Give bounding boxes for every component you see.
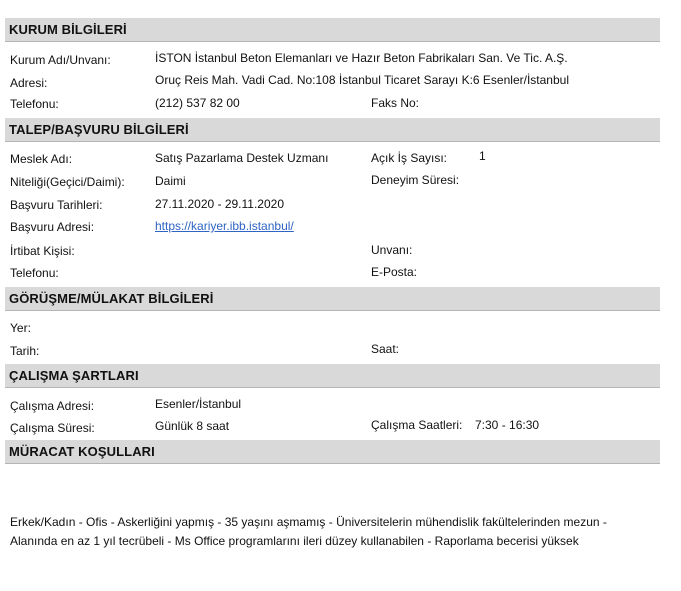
section-header-talep xyxy=(5,118,660,142)
value-telefon: (212) 537 82 00 xyxy=(155,96,240,110)
section-title: GÖRÜŞME/MÜLAKAT BİLGİLERİ xyxy=(9,291,214,306)
label-nitelik: Niteliği(Geçici/Daimi): xyxy=(10,175,125,189)
value-acik-is: 1 xyxy=(479,149,486,163)
conditions-line-2: Alanında en az 1 yıl tecrübeli - Ms Office programlarını ileri düzey kullanabilen - Raporlama becerisi yüksek xyxy=(10,534,579,548)
label-telefon: Telefonu: xyxy=(10,97,59,111)
label-deneyim: Deneyim Süresi: xyxy=(371,173,460,187)
value-calisma-saatleri: 7:30 - 16:30 xyxy=(475,418,540,432)
label-irtibat: İrtibat Kişisi: xyxy=(10,244,75,258)
section-header-kurum xyxy=(5,18,660,42)
label-calisma-adresi: Çalışma Adresi: xyxy=(10,399,95,413)
value-nitelik: Daimi xyxy=(155,174,186,188)
value-meslek: Satış Pazarlama Destek Uzmanı xyxy=(155,151,329,165)
section-title: TALEP/BAŞVURU BİLGİLERİ xyxy=(9,122,189,137)
section-header-calisma xyxy=(5,364,660,388)
label-gorusme-tarih: Tarih: xyxy=(10,344,40,358)
label-unvan: Unvanı: xyxy=(371,243,413,257)
value-basvuru-tarih: 27.11.2020 - 29.11.2020 xyxy=(155,197,284,211)
application-conditions-text xyxy=(10,513,670,551)
label-basvuru-tarih: Başvuru Tarihleri: xyxy=(10,198,103,212)
label-eposta: E-Posta: xyxy=(371,265,418,279)
label-adres: Adresi: xyxy=(10,76,48,90)
section-title: KURUM BİLGİLERİ xyxy=(9,22,127,37)
label-calisma-saatleri: Çalışma Saatleri: xyxy=(371,418,463,432)
section-title: ÇALIŞMA ŞARTLARI xyxy=(9,368,139,383)
conditions-line-1: Erkek/Kadın - Ofis - Askerliğini yapmış - 35 yaşını aşmamış - Üniversitelerin mühendislik fakültelerinden mezun - xyxy=(10,515,607,529)
label-yer: Yer: xyxy=(10,321,31,335)
label-talep-telefon: Telefonu: xyxy=(10,266,59,280)
label-acik-is: Açık İş Sayısı: xyxy=(371,151,448,165)
value-calisma-adresi: Esenler/İstanbul xyxy=(155,397,242,411)
application-url-link[interactable]: https://kariyer.ibb.istanbul/ xyxy=(155,219,294,233)
label-basvuru-adres: Başvuru Adresi: xyxy=(10,220,95,234)
section-header-muracat xyxy=(5,440,660,464)
value-adres: Oruç Reis Mah. Vadi Cad. No:108 İstanbul Ticaret Sarayı K:6 Esenler/İstanbul xyxy=(155,73,569,87)
section-title: MÜRACAT KOŞULLARI xyxy=(9,444,155,459)
value-calisma-suresi: Günlük 8 saat xyxy=(155,419,230,433)
label-calisma-suresi: Çalışma Süresi: xyxy=(10,421,95,435)
label-meslek: Meslek Adı: xyxy=(10,152,73,166)
label-kurum-adi: Kurum Adı/Unvanı: xyxy=(10,53,111,67)
value-kurum-adi: İSTON İstanbul Beton Elemanları ve Hazır Beton Fabrikaları San. Ve Tic. A.Ş. xyxy=(155,51,568,65)
label-faks: Faks No: xyxy=(371,96,420,110)
label-saat: Saat: xyxy=(371,342,400,356)
section-header-gorusme xyxy=(5,287,660,311)
